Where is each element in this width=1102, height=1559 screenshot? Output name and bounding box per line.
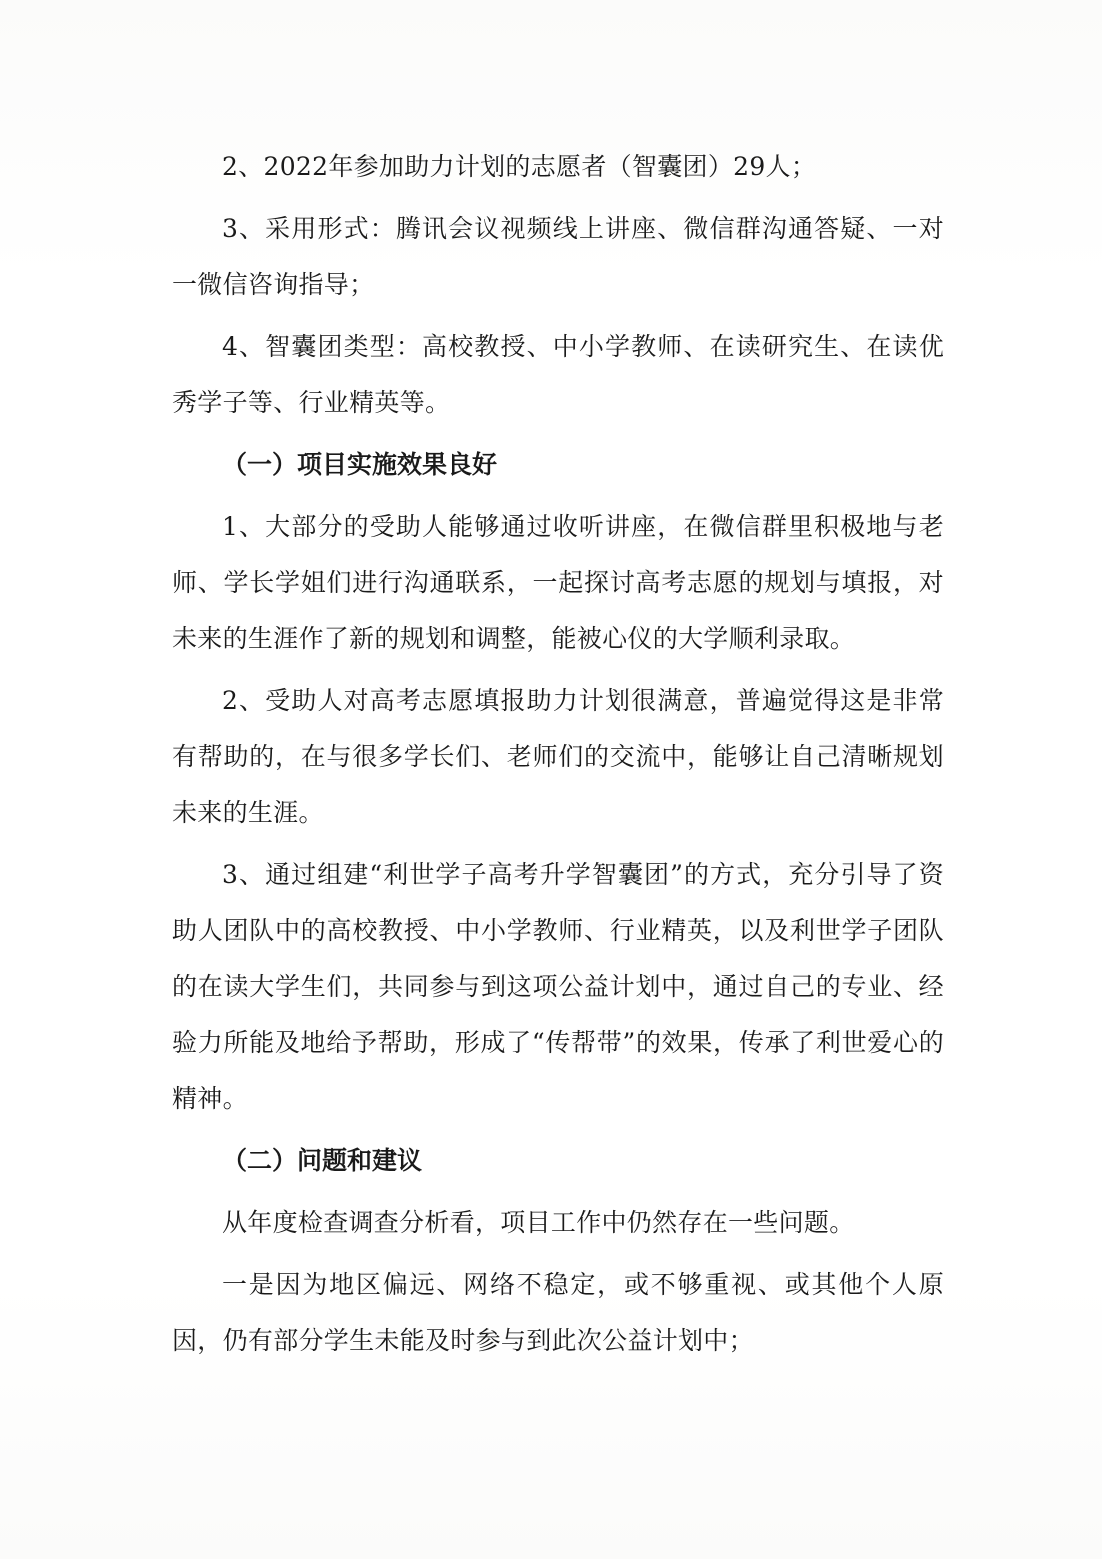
section-heading-effects: （一）项目实施效果良好 — [222, 450, 498, 479]
effects-paragraph-3: 3、通过组建“利世学子高考升学智囊团”的方式，充分引导了资助人团队中的高校教授、中小学教师、行业精英，以及利世学子团队的在读大学生们，共同参与到这项公益计划中，通过自己的专业、经验力所能及地给予帮助，形成了“传帮带”的效果，传承了利世爱心的精神。 — [172, 860, 944, 1113]
item-think-tank-types: 4、智囊团类型：高校教授、中小学教师、在读研究生、在读优秀学子等、行业精英等。 — [172, 332, 944, 417]
item-volunteers: 2、2022年参加助力计划的志愿者（智囊团）29人； — [222, 152, 817, 181]
document-body — [172, 139, 944, 1369]
effects-paragraph-2: 2、受助人对高考志愿填报助力计划很满意，普遍觉得这是非常有帮助的，在与很多学长们、老师们的交流中，能够让自己清晰规划未来的生涯。 — [172, 686, 944, 827]
item-format: 3、采用形式：腾讯会议视频线上讲座、微信群沟通答疑、一对一微信咨询指导； — [172, 214, 944, 299]
section-heading-issues: （二）问题和建议 — [222, 1146, 423, 1175]
issues-paragraph-2: 一是因为地区偏远、网络不稳定，或不够重视、或其他个人原因，仍有部分学生未能及时参与到此次公益计划中； — [172, 1270, 944, 1355]
issues-paragraph-1: 从年度检查调查分析看，项目工作中仍然存在一些问题。 — [222, 1208, 855, 1237]
effects-paragraph-1: 1、大部分的受助人能够通过收听讲座，在微信群里积极地与老师、学长学姐们进行沟通联系，一起探讨高考志愿的规划与填报，对未来的生涯作了新的规划和调整，能被心仪的大学顺利录取。 — [172, 512, 944, 653]
